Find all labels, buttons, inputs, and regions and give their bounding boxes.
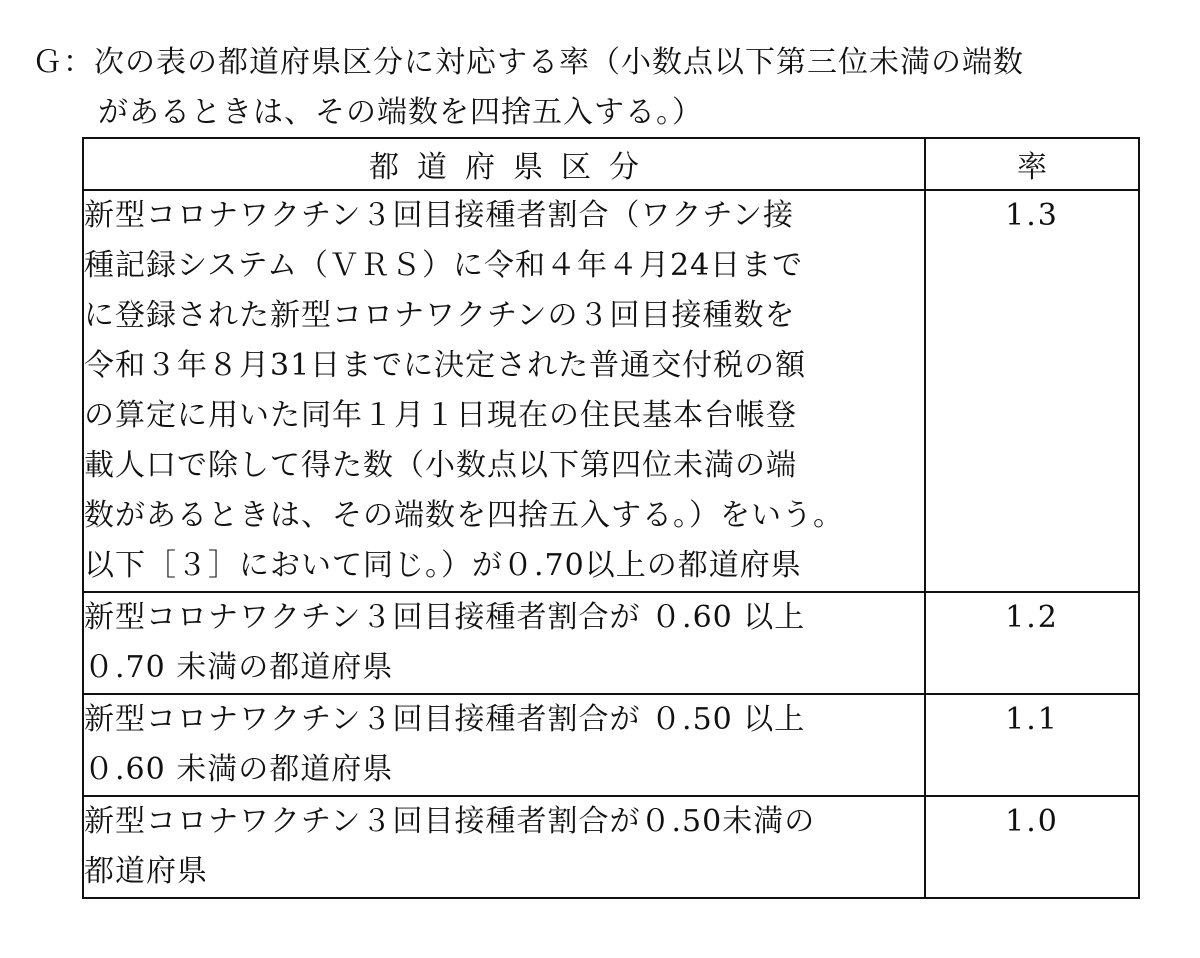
intro-line-2: があるときは、その端数を四捨五入する。） — [98, 95, 703, 130]
category-cell — [83, 190, 925, 592]
category-cell — [83, 592, 925, 694]
category-line: 種記録システム（ＶＲＳ）に令和４年４月24日まで — [84, 248, 804, 283]
table-row — [83, 592, 1139, 694]
rate-cell: 1.2 — [925, 592, 1139, 694]
table-row — [83, 190, 1139, 592]
category-cell — [83, 796, 925, 898]
intro-paragraph — [32, 38, 1182, 138]
category-line: ０.70 未満の都道府県 — [84, 650, 394, 685]
category-line: 令和３年８月31日までに決定された普通交付税の額 — [84, 348, 807, 383]
rate-cell: 1.0 — [925, 796, 1139, 898]
category-line: 以下［３］において同じ。）が０.70以上の都道府県 — [84, 548, 802, 583]
rate-cell: 1.1 — [925, 694, 1139, 796]
category-line: 新型コロナワクチン３回目接種者割合（ワクチン接 — [84, 198, 794, 233]
category-line: 都道府県 — [84, 854, 208, 889]
category-line: 載人口で除して得た数（小数点以下第四位未満の端 — [84, 448, 797, 483]
rate-table — [82, 137, 1140, 899]
category-line: に登録された新型コロナワクチンの３回目接種数を — [84, 298, 796, 333]
category-line: 新型コロナワクチン３回目接種者割合が ０.60 以上 — [84, 600, 806, 635]
category-cell — [83, 694, 925, 796]
rate-cell: 1.3 — [925, 190, 1139, 592]
category-line: の算定に用いた同年１月１日現在の住民基本台帳登 — [84, 398, 797, 433]
table-row — [83, 796, 1139, 898]
header-category: 都道府県区分 — [83, 138, 925, 190]
category-line: 新型コロナワクチン３回目接種者割合が ０.50 以上 — [84, 702, 806, 737]
category-line: 数があるときは、その端数を四捨五入する。）をいう。 — [84, 498, 844, 533]
category-line: ０.60 未満の都道府県 — [84, 752, 394, 787]
intro-line-1: Ｇ：次の表の都道府県区分に対応する率（小数点以下第三位未満の端数 — [32, 45, 1024, 80]
table-row — [83, 694, 1139, 796]
table-header-row — [83, 138, 1139, 190]
header-rate: 率 — [925, 138, 1139, 190]
category-line: 新型コロナワクチン３回目接種者割合が０.50未満の — [84, 804, 816, 839]
